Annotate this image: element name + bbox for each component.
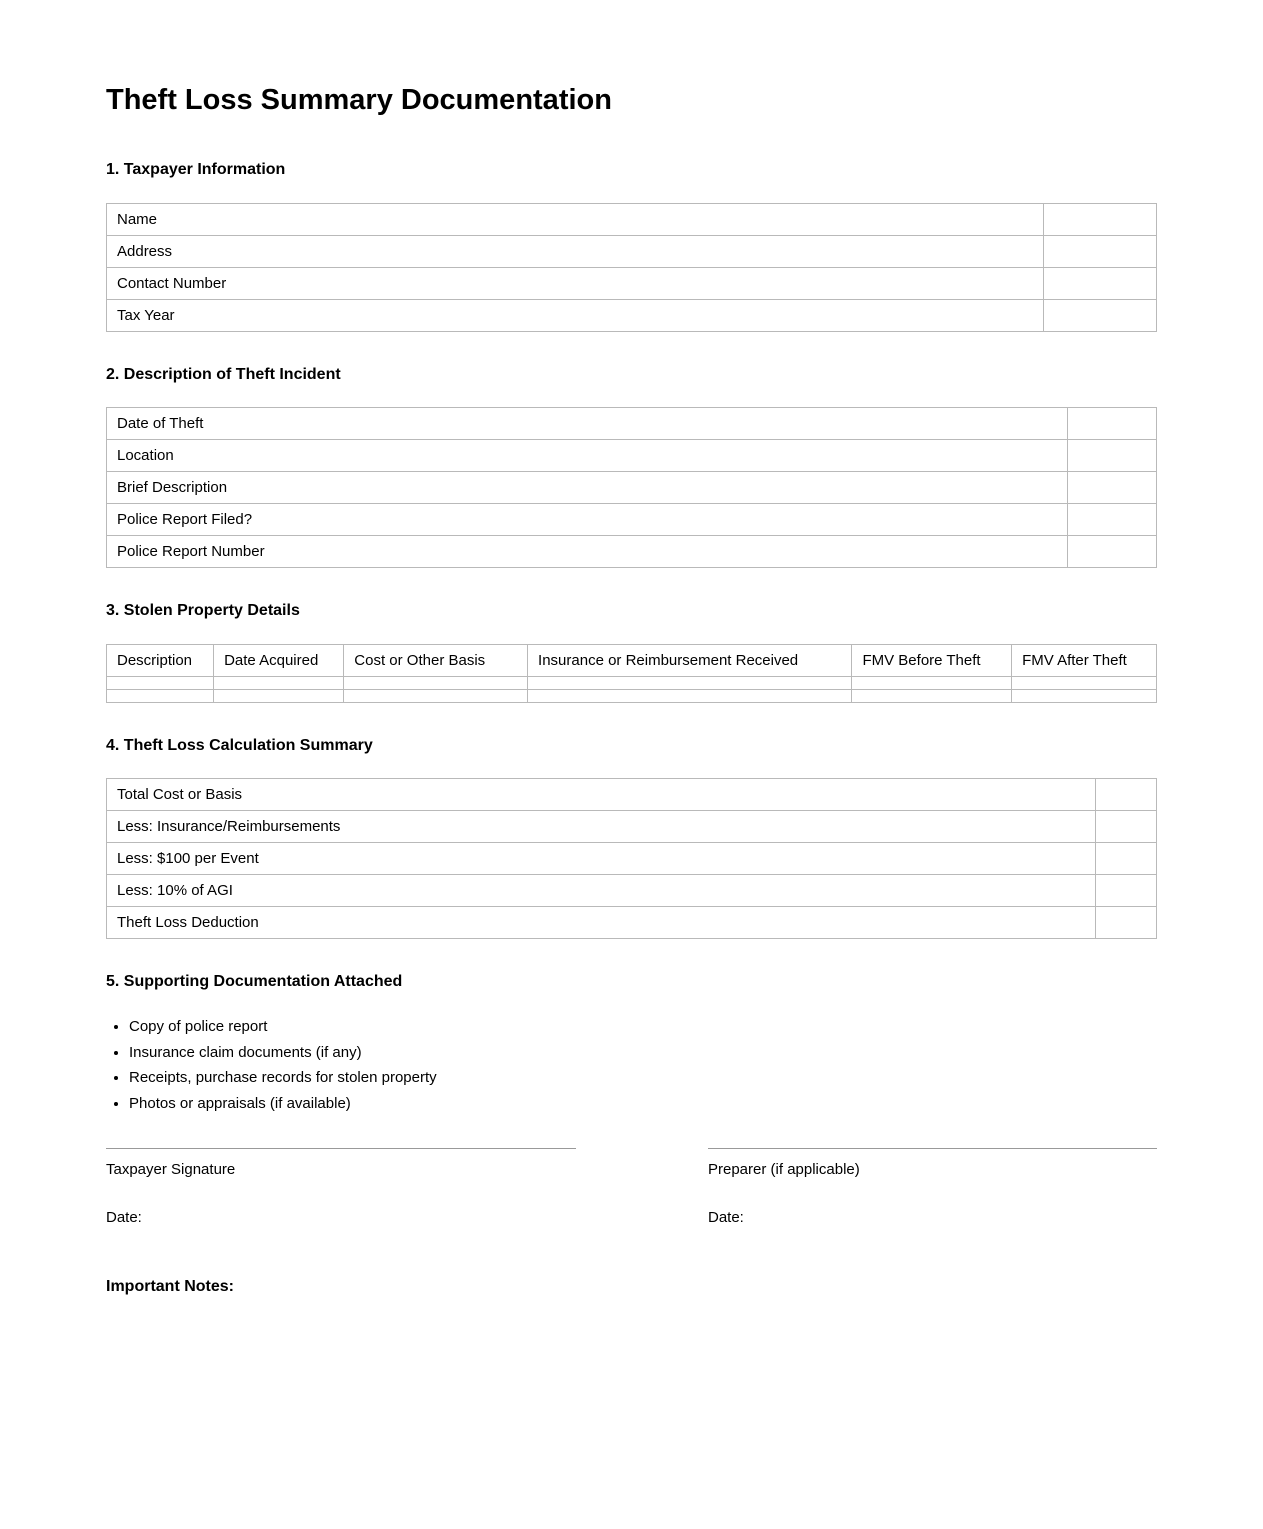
section-heading-supporting-documentation: 5. Supporting Documentation Attached <box>106 972 403 990</box>
address-value-cell[interactable] <box>1043 235 1156 267</box>
table-row <box>107 810 1157 842</box>
supporting-documentation-list <box>106 1014 1157 1116</box>
date-of-theft-value-cell[interactable] <box>1067 408 1156 440</box>
property-entry-cell[interactable] <box>1012 676 1157 689</box>
field-label-cell: Date of Theft <box>107 408 1068 440</box>
taxpayer-date-label: Date: <box>106 1209 142 1227</box>
section-heading-stolen-property: 3. Stolen Property Details <box>106 602 300 620</box>
theft-incident-table <box>106 407 1157 568</box>
column-header: FMV Before Theft <box>852 644 1012 676</box>
column-header: Description <box>107 644 214 676</box>
list-item: • Receipts, purchase records for stolen property <box>129 1065 1157 1091</box>
contact-number-value-cell[interactable] <box>1043 267 1156 299</box>
table-row <box>107 408 1157 440</box>
property-entry-cell[interactable] <box>214 676 344 689</box>
table-row <box>107 536 1157 568</box>
property-entry-cell[interactable] <box>852 676 1012 689</box>
list-item: • Insurance claim documents (if any) <box>129 1040 1157 1066</box>
table-row <box>107 874 1157 906</box>
location-value-cell[interactable] <box>1067 440 1156 472</box>
field-label-cell: Name <box>107 203 1044 235</box>
table-row <box>107 504 1157 536</box>
stolen-property-table <box>106 644 1157 703</box>
field-label-cell: Theft Loss Deduction <box>107 906 1096 938</box>
field-label-cell: Brief Description <box>107 472 1068 504</box>
property-entry-cell[interactable] <box>107 689 214 702</box>
table-row <box>107 203 1157 235</box>
field-label-cell: Police Report Number <box>107 536 1068 568</box>
brief-description-value-cell[interactable] <box>1067 472 1156 504</box>
table-row <box>107 676 1157 689</box>
property-entry-cell[interactable] <box>344 676 528 689</box>
less-10pct-agi-value-cell[interactable] <box>1096 874 1157 906</box>
loss-calculation-table <box>106 778 1157 939</box>
field-label-cell: Total Cost or Basis <box>107 778 1096 810</box>
tax-year-value-cell[interactable] <box>1043 299 1156 331</box>
section-heading-taxpayer-information: 1. Taxpayer Information <box>106 161 286 179</box>
property-entry-cell[interactable] <box>344 689 528 702</box>
property-entry-cell[interactable] <box>107 676 214 689</box>
table-row <box>107 472 1157 504</box>
total-cost-value-cell[interactable] <box>1096 778 1157 810</box>
less-100-per-event-value-cell[interactable] <box>1096 842 1157 874</box>
table-row <box>107 842 1157 874</box>
taxpayer-information-table <box>106 203 1157 332</box>
field-label-cell: Less: Insurance/Reimbursements <box>107 810 1096 842</box>
signature-block <box>106 1148 1157 1226</box>
preparer-signature-area[interactable] <box>708 1148 1157 1226</box>
table-row <box>107 299 1157 331</box>
property-entry-cell[interactable] <box>528 689 852 702</box>
taxpayer-signature-label: Taxpayer Signature <box>106 1161 236 1179</box>
preparer-date-label: Date: <box>708 1209 744 1227</box>
column-header: Insurance or Reimbursement Received <box>528 644 852 676</box>
table-row <box>107 689 1157 702</box>
property-entry-cell[interactable] <box>1012 689 1157 702</box>
page-title: Theft Loss Summary Documentation <box>106 84 612 116</box>
list-item: • Photos or appraisals (if available) <box>129 1091 1157 1117</box>
field-label-cell: Police Report Filed? <box>107 504 1068 536</box>
theft-loss-deduction-value-cell[interactable] <box>1096 906 1157 938</box>
field-label-cell: Less: $100 per Event <box>107 842 1096 874</box>
police-report-filed-value-cell[interactable] <box>1067 504 1156 536</box>
name-value-cell[interactable] <box>1043 203 1156 235</box>
important-notes-heading: Important Notes: <box>106 1278 234 1296</box>
section-heading-loss-calculation: 4. Theft Loss Calculation Summary <box>106 736 373 754</box>
property-entry-cell[interactable] <box>214 689 344 702</box>
section-heading-theft-incident: 2. Description of Theft Incident <box>106 365 341 383</box>
table-row <box>107 440 1157 472</box>
field-label-cell: Contact Number <box>107 267 1044 299</box>
column-header: FMV After Theft <box>1012 644 1157 676</box>
taxpayer-signature-area[interactable] <box>106 1148 576 1226</box>
field-label-cell: Tax Year <box>107 299 1044 331</box>
less-insurance-value-cell[interactable] <box>1096 810 1157 842</box>
table-row <box>107 267 1157 299</box>
preparer-signature-label: Preparer (if applicable) <box>708 1161 860 1179</box>
field-label-cell: Less: 10% of AGI <box>107 874 1096 906</box>
column-header: Cost or Other Basis <box>344 644 528 676</box>
list-item: • Copy of police report <box>129 1014 1157 1040</box>
field-label-cell: Address <box>107 235 1044 267</box>
property-entry-cell[interactable] <box>852 689 1012 702</box>
table-row <box>107 235 1157 267</box>
field-label-cell: Location <box>107 440 1068 472</box>
column-header: Date Acquired <box>214 644 344 676</box>
property-entry-cell[interactable] <box>528 676 852 689</box>
police-report-number-value-cell[interactable] <box>1067 536 1156 568</box>
table-row <box>107 778 1157 810</box>
table-header-row <box>107 644 1157 676</box>
table-row <box>107 906 1157 938</box>
